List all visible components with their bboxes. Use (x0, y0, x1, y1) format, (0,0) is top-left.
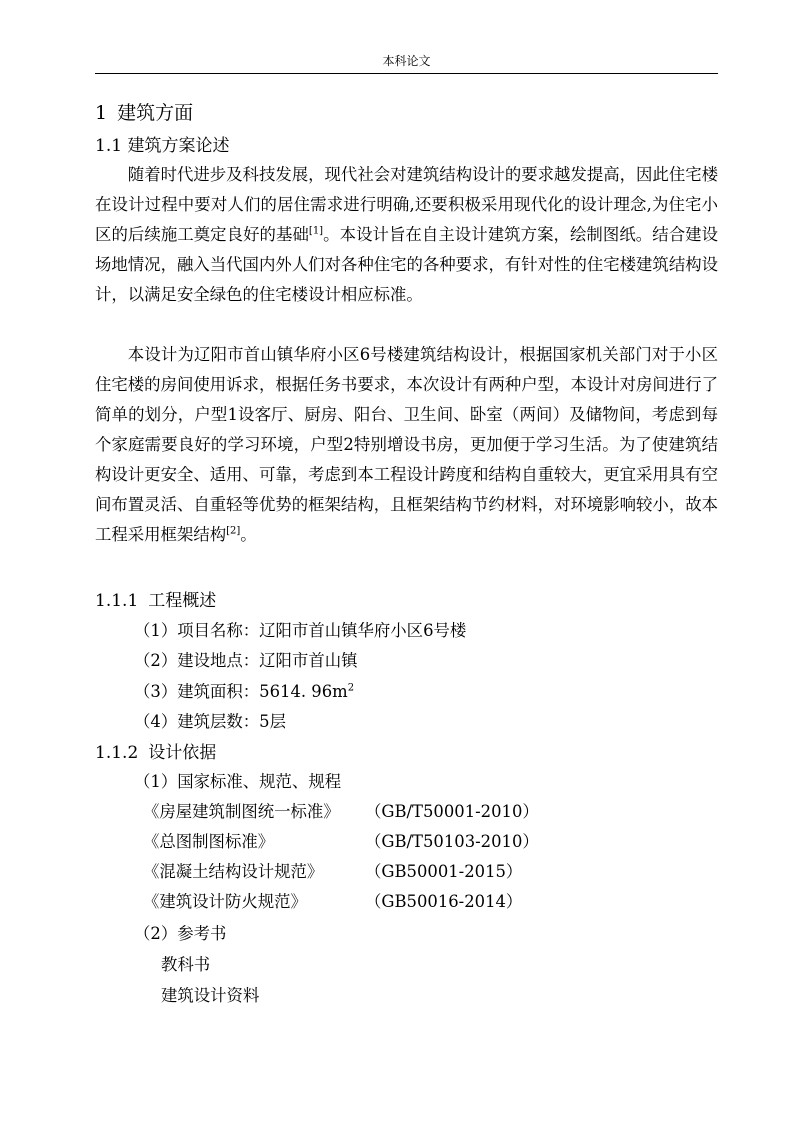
section-number: 1.1.1 (95, 591, 139, 611)
standard-row (143, 828, 539, 852)
standard-code: （GB50016-2014） (365, 892, 523, 911)
section-number: 1.1 (95, 136, 123, 156)
standard-code: （GB50001-2015） (365, 862, 523, 881)
section-number: 1 (95, 102, 108, 124)
reference-book: 建筑设计资料 (161, 986, 260, 1005)
paragraph-text: 随着时代进步及科技发展，现代社会对建筑结构设计的要求越发提高，因此住宅楼在设计过程中要对人们的居住需求进行明确,还要积极采用现代化的设计理念,为住宅小区的后续施工奠定良好的基础 (95, 165, 718, 244)
standard-code: （GB/T50001-2010） (365, 802, 539, 821)
section-1-heading (95, 98, 193, 125)
overview-item-3 (134, 678, 354, 702)
paragraph-text: 。本设计旨在自主设计建筑方案，绘制图纸。结合建设场地情况，融入当代国内外人们对各种住宅的各种要求，有针对性的住宅楼建筑结构设计，以满足安全绿色的住宅楼设计相应标准。 (95, 225, 719, 304)
section-title: 工程概述 (148, 591, 217, 611)
overview-item-4: （4）建筑层数：5层 (134, 712, 286, 731)
overview-item-text: （3）建筑面积：5614. 96m (134, 682, 348, 701)
section-number: 1.1.2 (95, 743, 139, 763)
standard-row (143, 888, 522, 912)
paragraph-text: 。 (240, 525, 257, 544)
overview-item-1: （1）项目名称：辽阳市首山镇华府小区6号楼 (134, 621, 467, 640)
paragraph-1 (95, 160, 718, 310)
section-title: 设计依据 (148, 743, 217, 763)
standard-title: 《混凝土结构设计规范》 (143, 862, 324, 881)
standard-title: 《房屋建筑制图统一标准》 (143, 802, 340, 821)
standard-code: （GB/T50103-2010） (365, 832, 539, 851)
section-1-1-2-heading (95, 738, 216, 763)
standard-row (143, 798, 539, 822)
citation-ref: [1] (308, 225, 324, 237)
standard-row (143, 858, 522, 882)
standard-title: 《总图制图标准》 (143, 832, 275, 851)
section-title: 建筑方案论述 (127, 136, 230, 156)
reference-book: 教科书 (161, 955, 211, 974)
section-1-1-heading (95, 131, 229, 156)
citation-ref: [2] (226, 525, 241, 537)
page-header: 本科论文 (382, 54, 431, 68)
basis-item-1: （1）国家标准、规范、规程 (134, 772, 342, 791)
basis-item-2: （2）参考书 (134, 924, 227, 943)
overview-item-2: （2）建设地点：辽阳市首山镇 (134, 651, 358, 670)
section-title: 建筑方面 (117, 102, 194, 124)
section-1-1-1-heading (95, 586, 216, 611)
header-divider (95, 73, 718, 74)
standard-title: 《建筑设计防火规范》 (143, 892, 307, 911)
paragraph-text: 本设计为辽阳市首山镇华府小区6号楼建筑结构设计，根据国家机关部门对于小区住宅楼的房间使用诉求，根据任务书要求，本次设计有两种户型，本设计对房间进行了简单的划分，户型1设客厅、厨房、阳台、卫生间、卧室（两间）及储物间，考虑到每个家庭需要良好的学习环境，户型2特别增设书房，更加便于学习生活。为了使建筑结构设计更安全、适用、可靠，考虑到本工程设计跨度和结构自重较大，更宜采用具有空间布置灵活、自重轻等优势的框架结构，且框架结构节约材料，对环境影响较小，故本工程采用框架结构 (95, 345, 718, 544)
superscript: 2 (347, 682, 355, 694)
paragraph-2 (95, 340, 718, 550)
